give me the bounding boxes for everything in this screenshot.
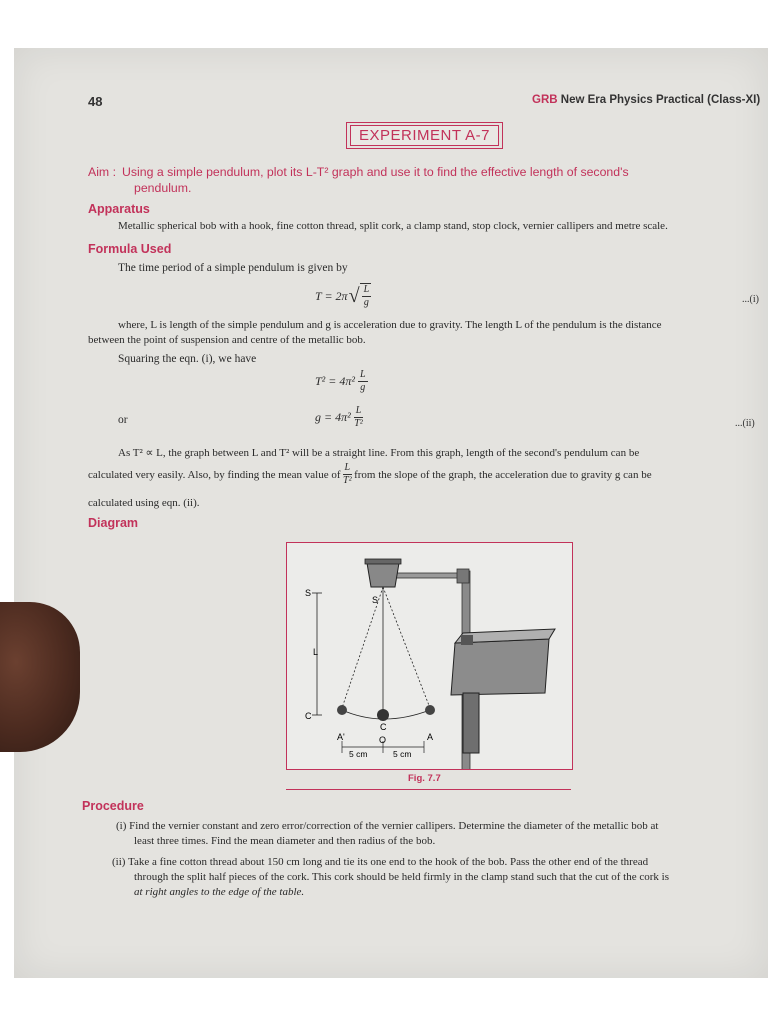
squaring-text: Squaring the eqn. (i), we have — [118, 353, 257, 365]
clamp-head — [457, 569, 469, 583]
pendulum-diagram — [287, 543, 572, 769]
label-s-left: S — [305, 588, 312, 598]
para-line3: calculated using eqn. (ii). — [88, 497, 200, 509]
page-number: 48 — [88, 94, 103, 109]
thread-left — [342, 587, 383, 708]
caption-rule — [286, 789, 571, 790]
label-c-bottom: C — [380, 722, 387, 732]
eq3-denominator: T² — [354, 418, 363, 429]
distance-left-label: 5 cm — [349, 749, 368, 759]
cork-cap — [365, 559, 401, 564]
procedure-item-2-num: (ii) — [112, 856, 126, 868]
para-line2-end: from the slope of the graph, the acceleration due to gravity g can be — [354, 468, 652, 481]
where-line1: where, L is length of the simple pendulum and g is acceleration due to gravity. The length L of the pendulum is the distance — [118, 319, 662, 331]
para-numerator: L — [344, 462, 351, 473]
procedure-item-2-line1: Take a fine cotton thread about 150 cm long and tie its one end to the hook of the bob. Pass the other end of the thread — [128, 856, 649, 868]
eq1-denominator: g — [363, 297, 369, 308]
table-leg — [463, 693, 479, 753]
eq3-tag: ...(ii) — [735, 418, 755, 429]
procedure-item-1-num: (i) — [116, 820, 127, 832]
publisher-brand: GRB — [532, 94, 558, 106]
eq2-lhs: T² = 4π² — [315, 374, 355, 388]
eq1-numerator: L — [363, 284, 370, 295]
formula-heading: Formula Used — [88, 242, 172, 256]
experiment-title-box — [346, 122, 503, 149]
equation-2 — [315, 369, 368, 394]
book-title: New Era Physics Practical (Class-XI) — [560, 94, 761, 106]
eq2-denominator: g — [360, 382, 366, 393]
aim-label: Aim : — [88, 165, 117, 179]
eq3-fraction — [354, 405, 364, 430]
para-denominator: T² — [343, 475, 352, 486]
aim-text-line2: pendulum. — [134, 181, 192, 195]
eq1-fraction — [360, 283, 372, 309]
formula-intro: The time period of a simple pendulum is given by — [118, 262, 348, 274]
distance-right-label: 5 cm — [393, 749, 412, 759]
label-s-top: S — [372, 595, 379, 605]
label-l: L — [313, 647, 319, 657]
bob-left — [337, 705, 347, 715]
label-c-left: C — [305, 711, 312, 721]
procedure-item-2 — [112, 856, 648, 868]
figure-caption: Fig. 7.7 — [408, 773, 441, 784]
running-header — [532, 94, 760, 106]
label-o: O — [379, 735, 387, 745]
equation-1 — [315, 283, 371, 309]
procedure-item-1-line1: Find the vernier constant and zero error/correction of the vernier callipers. Determine the diameter of the metallic bob at — [129, 820, 659, 832]
table — [451, 639, 549, 695]
aim-text-line1: Using a simple pendulum, plot its L-T² graph and use it to find the effective length of second's — [122, 165, 629, 179]
clamp-arm — [387, 573, 465, 578]
apparatus-heading: Apparatus — [88, 202, 150, 216]
eq3-numerator: L — [355, 405, 362, 416]
sqrt-symbol: √ — [348, 284, 360, 307]
diagram-heading: Diagram — [88, 516, 139, 530]
bob-right — [425, 705, 435, 715]
pendulum-figure — [286, 542, 573, 770]
bob-center — [377, 709, 389, 721]
procedure-item-1-line2: least three times. Find the mean diameter and then radius of the bob. — [134, 835, 436, 847]
eq2-numerator: L — [359, 369, 366, 380]
split-cork — [367, 563, 399, 587]
eq2-fraction — [358, 369, 368, 394]
label-a-right: A — [427, 732, 434, 742]
procedure-item-2-line2: through the split half pieces of the cork. This cork should be held firmly in the clamp stand such that the cut of the cork is — [134, 871, 670, 883]
procedure-item-2-line3: at right angles to the edge of the table. — [134, 886, 305, 898]
experiment-title: EXPERIMENT A-7 — [350, 125, 499, 146]
label-a-left: A' — [337, 732, 345, 742]
para-line1: As T² ∝ L, the graph between L and T² will be a straight line. From this graph, length of the second's pendulum can be — [118, 447, 640, 459]
para-fraction — [343, 462, 353, 487]
or-text: or — [118, 414, 128, 426]
eq1-lhs: T = 2π — [315, 288, 348, 303]
equation-3 — [315, 405, 363, 430]
para-line2-start: calculated very easily. Also, by finding the mean value of — [88, 468, 341, 481]
thread-right — [383, 587, 430, 708]
procedure-heading: Procedure — [82, 799, 144, 813]
eq1-tag: ...(i) — [742, 294, 759, 305]
aim-section — [88, 165, 629, 179]
where-line2: between the point of suspension and centre of the metallic bob. — [88, 334, 366, 346]
apparatus-text: Metallic spherical bob with a hook, fine cotton thread, split cork, a clamp stand, stop clock, vernier callipers and metre scale. — [118, 220, 668, 232]
para-line2 — [88, 462, 652, 487]
table-clamp — [461, 635, 473, 645]
procedure-item-1 — [116, 820, 658, 832]
eq3-lhs: g = 4π² — [315, 410, 351, 424]
